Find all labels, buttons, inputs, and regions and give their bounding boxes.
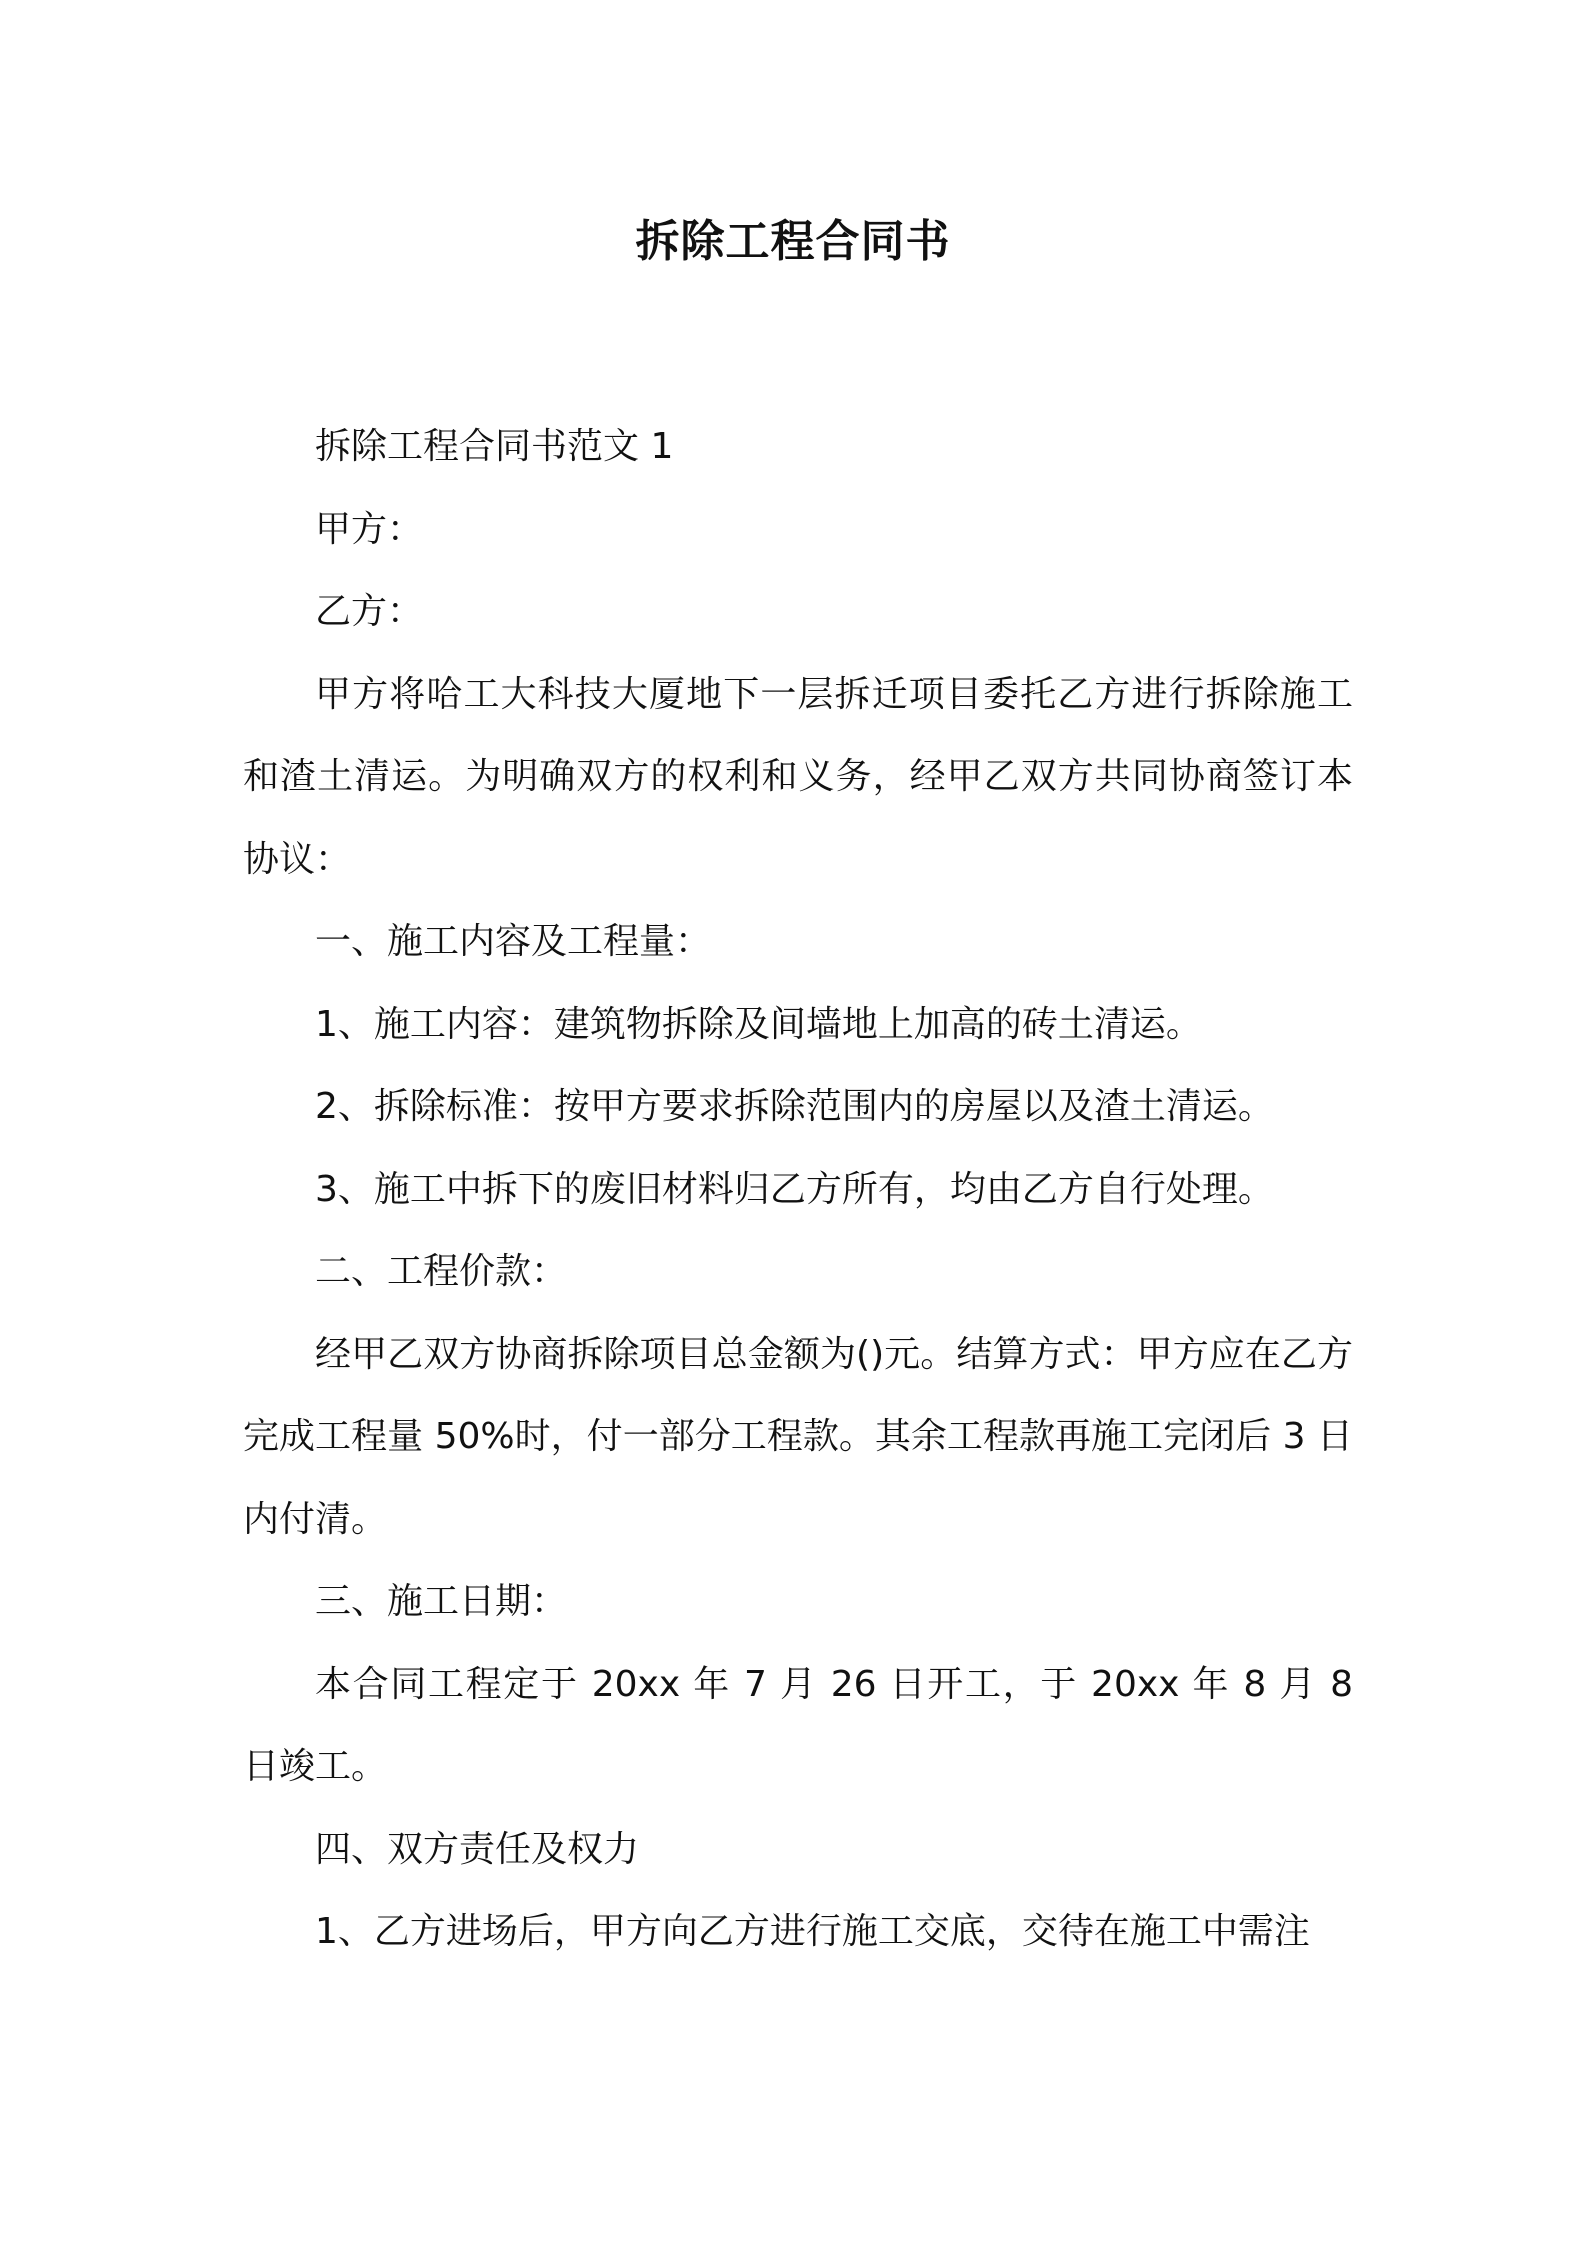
paragraph-intro: 甲方将哈工大科技大厦地下一层拆迁项目委托乙方进行拆除施工和渣土清运。为明确双方的权利和义务，经甲乙双方共同协商签订本协议：: [243, 673, 1353, 880]
clause-1-2: 2、拆除标准：按甲方要求拆除范围内的房屋以及渣土清运。: [315, 1086, 1274, 1127]
clause-2-text: 经甲乙双方协商拆除项目总金额为()元。结算方式：甲方应在乙方完成工程量 50%时，付一部分工程款。其余工程款再施工完闭后 3 日内付清。: [243, 1333, 1353, 1540]
document-title: 拆除工程合同书: [635, 216, 951, 267]
clause-1-1: 1、施工内容：建筑物拆除及间墙地上加高的砖土清运。: [315, 1003, 1202, 1045]
section-heading-3: 三、施工日期：: [315, 1581, 568, 1622]
section-heading-2: 二、工程价款：: [315, 1251, 568, 1292]
clause-1-3: 3、施工中拆下的废旧材料归乙方所有，均由乙方自行处理。: [315, 1168, 1274, 1210]
section-heading-1: 一、施工内容及工程量：: [315, 921, 712, 962]
paragraph-party-a: 甲方：: [315, 508, 424, 550]
clause-3-text: 本合同工程定于 20xx 年 7 月 26 日开工，于 20xx 年 8 月 8 日竣工。: [243, 1663, 1353, 1787]
section-heading-4: 四、双方责任及权力: [315, 1828, 640, 1870]
paragraph-party-b: 乙方：: [315, 591, 424, 632]
paragraph-subtitle: 拆除工程合同书范文 1: [315, 426, 674, 467]
document-body: [243, 406, 1353, 1974]
clause-4-1: 1、乙方进场后，甲方向乙方进行施工交底，交待在施工中需注: [315, 1911, 1310, 1952]
